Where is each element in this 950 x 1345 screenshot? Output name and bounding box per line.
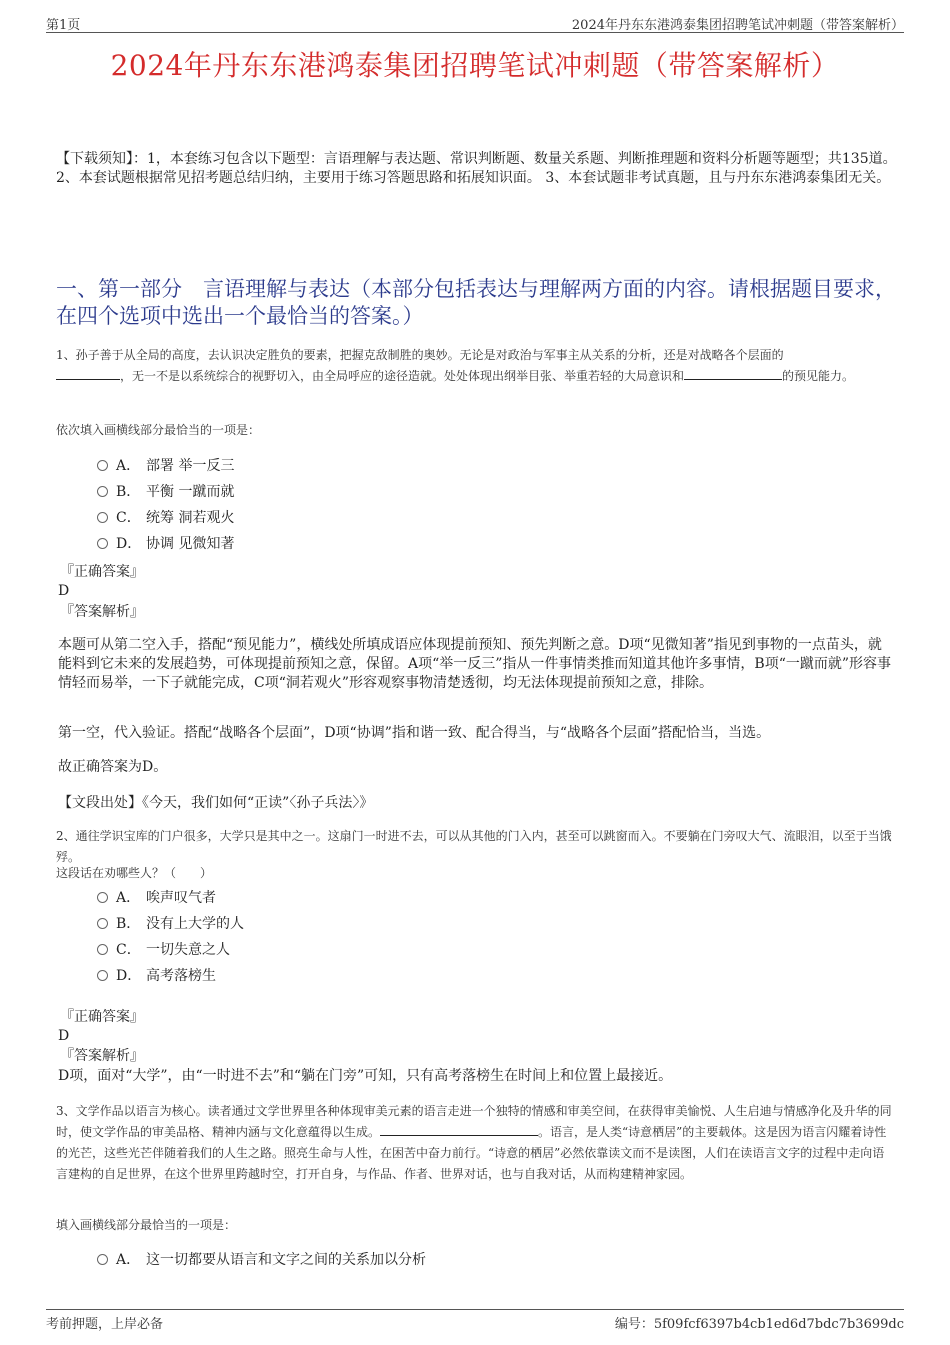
option-letter: D． [116, 968, 142, 984]
option-text: 一切失意之人 [146, 942, 230, 958]
option-text: 平衡 一蹴而就 [146, 484, 235, 500]
radio-icon[interactable] [97, 538, 108, 549]
radio-icon[interactable] [97, 1254, 108, 1265]
question-2-prompt: 这段话在劝哪些人？（ ） [56, 866, 213, 880]
option-letter: D． [116, 536, 142, 552]
question-3-text-part-b: 。语言，是人类“诗意栖居”的主要载体。这是因为语言闪耀着诗性的光芒，这些光芒伴随着我们的人生之路。照亮生命与人性，在困苦中奋力前行。“诗意的栖居”必然依靠读文而不是读图，人们在读语言文字的过程中走向语言建构的自足世界，在这个世界里跨越时空，打开自身，与作品、作者、世界对话，也与自我对话，从而构建精神家园。 [56, 1125, 887, 1181]
question-1-analysis-p3: 故正确答案为D。 [58, 759, 168, 775]
option-text: 这一切都要从语言和文字之间的关系加以分析 [146, 1252, 426, 1268]
question-1-text-part-c: 的预见能力。 [782, 369, 855, 383]
question-2-option-b[interactable] [97, 915, 244, 933]
question-2-option-a[interactable] [97, 889, 216, 907]
question-2-analysis: D项，面对“大学”，由“一时进不去”和“躺在门旁”可知，只有高考落榜生在时间上和位置上最接近。 [58, 1068, 673, 1084]
question-1-answer: D [58, 583, 70, 599]
option-letter: C． [116, 942, 141, 958]
question-3-prompt: 填入画横线部分最恰当的一项是： [56, 1218, 237, 1232]
option-letter: A． [116, 458, 141, 474]
radio-icon[interactable] [97, 892, 108, 903]
footer-divider [46, 1309, 904, 1310]
question-1-text [56, 345, 896, 387]
option-letter: C． [116, 510, 141, 526]
radio-icon[interactable] [97, 918, 108, 929]
question-1-source: 【文段出处】《今天，我们如何“正读”〈孙子兵法〉》 [58, 795, 374, 811]
question-3-option-a[interactable] [97, 1251, 426, 1269]
fill-blank-3 [380, 1122, 538, 1136]
question-3-text [56, 1101, 896, 1185]
question-1-option-c[interactable] [97, 509, 234, 527]
radio-icon[interactable] [97, 970, 108, 981]
question-1-prompt: 依次填入画横线部分最恰当的一项是： [56, 423, 261, 437]
question-2-text: 2、通往学识宝库的门户很多，大学只是其中之一。这扇门一时进不去，可以从其他的门入内，甚至可以跳窗而入。不要躺在门旁叹大气、流眼泪，以至于当饿殍。 [56, 829, 892, 864]
question-1-text-part-b: ，无一不是以系统综合的视野切入，由全局呼应的途径造就。处处体现出纲举目张、举重若轻的大局意识和 [120, 369, 685, 383]
option-text: 统筹 洞若观火 [146, 510, 235, 526]
section-heading: 一、第一部分 言语理解与表达（本部分包括表达与理解两方面的内容。请根据题目要求，在四个选项中选出一个最恰当的答案。） [56, 277, 896, 328]
question-2-analysis-label: 『答案解析』 [60, 1048, 144, 1064]
radio-icon[interactable] [97, 460, 108, 471]
footer-slogan: 考前押题，上岸必备 [46, 1317, 164, 1332]
question-2-answer: D [58, 1028, 70, 1044]
radio-icon[interactable] [97, 512, 108, 523]
option-text: 唉声叹气者 [146, 890, 216, 906]
header-page-number: 第1页 [46, 18, 81, 33]
footer-document-id: 编号：5f09fcf6397b4cb1ed6d7bdc7b3699dc [614, 1317, 904, 1332]
option-letter: B． [116, 484, 141, 500]
option-letter: B． [116, 916, 141, 932]
radio-icon[interactable] [97, 944, 108, 955]
question-1-text-part-a: 1、孙子善于从全局的高度，去认识决定胜负的要素，把握克敌制胜的奥妙。无论是对政治与军事主从关系的分析，还是对战略各个层面的 [56, 348, 784, 362]
option-text: 高考落榜生 [146, 968, 216, 984]
option-text: 部署 举一反三 [146, 458, 235, 474]
question-2-option-c[interactable] [97, 941, 230, 959]
header-doc-title: 2024年丹东东港鸿泰集团招聘笔试冲刺题（带答案解析） [571, 18, 904, 33]
option-letter: A． [116, 1252, 141, 1268]
fill-blank-1 [56, 366, 120, 380]
question-1-option-b[interactable] [97, 483, 234, 501]
question-1-analysis-label: 『答案解析』 [60, 604, 144, 620]
question-2-answer-label: 『正确答案』 [60, 1009, 144, 1025]
document-title: 2024年丹东东港鸿泰集团招聘笔试冲刺题（带答案解析） [110, 49, 840, 82]
question-2-option-d[interactable] [97, 967, 216, 985]
download-notice: 【下载须知】：1，本套练习包含以下题型：言语理解与表达题、常识判断题、数量关系题、判断推理题和资料分析题等题型；共135道。 2、本套试题根据常见招考题总结归纳，主要用于练习答题思路和拓展知识面。 3、本套试题非考试真题，且与丹东东港鸿泰集团无关。 [56, 151, 897, 186]
question-1-answer-label: 『正确答案』 [60, 564, 144, 580]
question-1-analysis-p1: 本题可从第二空入手，搭配“预见能力”，横线处所填成语应体现提前预知、预先判断之意。D项“见微知著”指见到事物的一点苗头，就能料到它未来的发展趋势，可体现提前预知之意，保留。A项“举一反三”指从一件事情类推而知道其他许多事情，B项“一蹴而就”形容事情轻而易举，一下子就能完成，C项“洞若观火”形容观察事物清楚透彻，均无法体现提前预知之意，排除。 [58, 637, 892, 691]
option-text: 协调 见微知著 [146, 536, 235, 552]
question-1-analysis-p2: 第一空，代入验证。搭配“战略各个层面”，D项“协调”指和谐一致、配合得当，与“战略各个层面”搭配恰当，当选。 [58, 725, 771, 741]
option-letter: A． [116, 890, 141, 906]
question-3-text-part-a: 3、文学作品以语言为核心。读者通过文学世界里各种体现审美元素的语言走进一个独特的情感和审美空间，在获得审美愉悦、人生启迪与情感净化及升华的同时，使文学作品的审美品格、精神内涵与文化意蕴得以生成。 [56, 1104, 892, 1139]
question-1-option-a[interactable] [97, 457, 234, 475]
option-text: 没有上大学的人 [146, 916, 244, 932]
question-1-option-d[interactable] [97, 535, 234, 553]
fill-blank-2 [684, 366, 782, 380]
header-divider [46, 32, 904, 33]
radio-icon[interactable] [97, 486, 108, 497]
